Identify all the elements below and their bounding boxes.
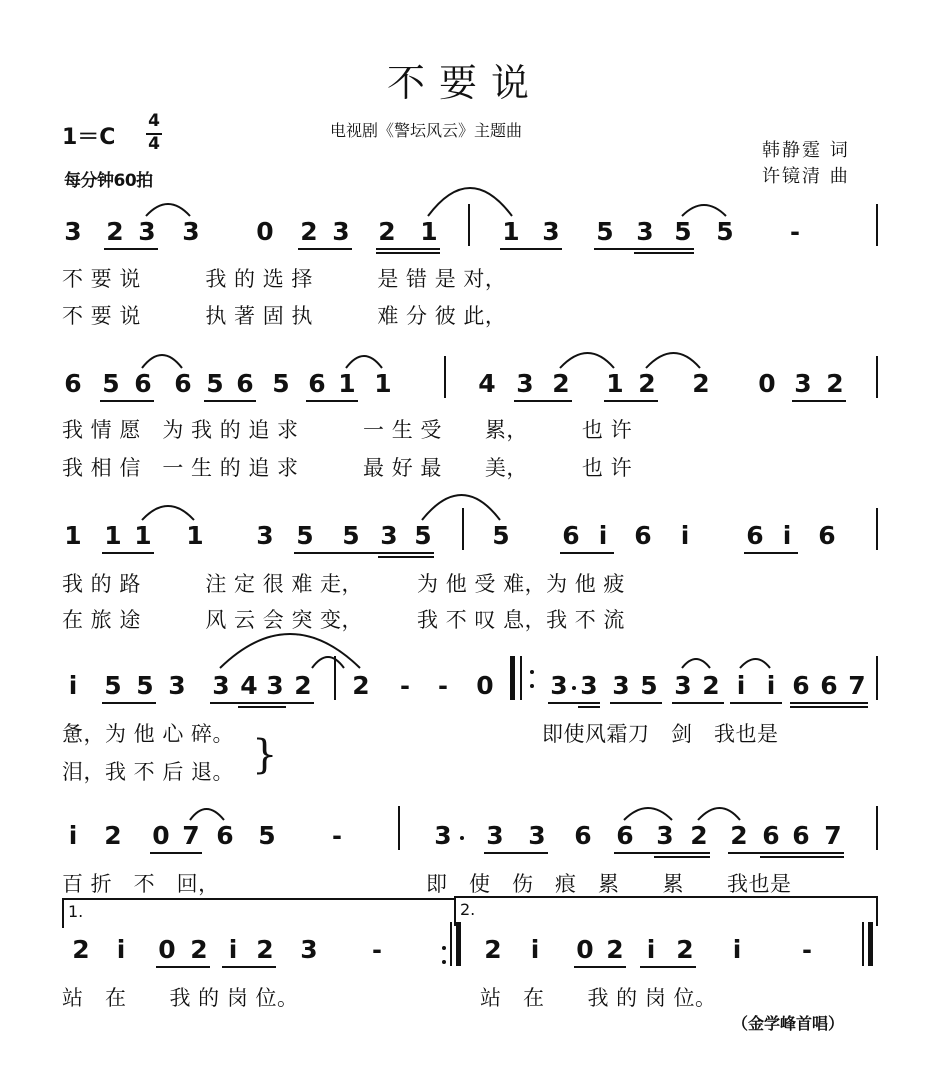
beam-underline (604, 400, 658, 402)
note: i (736, 671, 746, 700)
singer-credit: （金学峰首唱） (732, 1014, 845, 1033)
note: 3 (794, 369, 812, 398)
slur (740, 659, 770, 668)
tempo-marking: 每分钟60拍 (64, 171, 153, 191)
note: 3 (486, 821, 504, 850)
beam-underline (102, 702, 156, 704)
repeat-start-thick (510, 656, 515, 700)
lyrics-row-6-second-ending: 站 在 我 的 岗 位。 (480, 986, 717, 1010)
notation-row-4 (0, 672, 930, 712)
bar-line (334, 656, 336, 700)
note: 6 (562, 521, 580, 550)
bar-line (876, 656, 878, 700)
first-ending-bracket (62, 898, 456, 928)
note: 2 (378, 217, 396, 246)
note: 7 (824, 821, 842, 850)
note: 3 (266, 671, 284, 700)
note: 5 (596, 217, 614, 246)
beam-underline (640, 966, 696, 968)
beam-underline (204, 400, 256, 402)
hold-dash: - (332, 822, 342, 850)
note: 1 (606, 369, 624, 398)
song-title: 不要说 (386, 61, 543, 105)
note: i (732, 935, 742, 964)
repeat-start-thin (520, 656, 522, 700)
beam-underline (376, 252, 440, 254)
note: 5 (296, 521, 314, 550)
note: i (68, 821, 78, 850)
note: 6 (792, 821, 810, 850)
note: 7 (182, 821, 200, 850)
second-ending-label: 2. (460, 900, 476, 919)
note: 1 (420, 217, 438, 246)
note: 4 (478, 369, 496, 398)
note: 3 (138, 217, 156, 246)
repeat-dot (442, 946, 446, 950)
note: 2 (300, 217, 318, 246)
beam-underline (654, 856, 710, 858)
beam-underline (484, 852, 548, 854)
notation-row-5 (0, 822, 930, 862)
note: 2 (484, 935, 502, 964)
lyrics-row-4-verse-2: 泪，我 不 后 退。 (62, 760, 235, 784)
note: 2 (106, 217, 124, 246)
note: i (680, 521, 690, 550)
beam-underline (790, 702, 868, 704)
note: i (782, 521, 792, 550)
beam-underline (574, 966, 626, 968)
beam-underline (548, 702, 600, 704)
beam-underline (578, 706, 600, 708)
verse-brace: } (252, 732, 278, 778)
bar-line (468, 204, 470, 246)
note: 2 (352, 671, 370, 700)
note: 5 (206, 369, 224, 398)
note: i (116, 935, 126, 964)
beam-underline (100, 400, 154, 402)
bar-line (876, 508, 878, 550)
beam-underline (150, 852, 202, 854)
composer-credit: 许镜清 曲 (762, 166, 850, 187)
note: 3 (380, 521, 398, 550)
beam-underline (306, 400, 358, 402)
note: 1 (64, 521, 82, 550)
notation-row-2 (0, 370, 930, 410)
key-signature: 1＝C (62, 125, 116, 150)
beam-underline (730, 702, 782, 704)
note: 1 (374, 369, 392, 398)
note: i (646, 935, 656, 964)
lyrics-row-5: 百 折 不 回， (62, 872, 220, 896)
beam-underline (294, 552, 434, 554)
note: 1 (186, 521, 204, 550)
note: 7 (848, 671, 866, 700)
bar-line (876, 806, 878, 850)
slur (142, 506, 194, 520)
beam-underline (614, 852, 710, 854)
second-ending-bracket (454, 896, 878, 926)
lyrics-row-1-verse-1: 不 要 说 我 的 选 择 是 错 是 对， (62, 267, 507, 291)
bar-line (876, 204, 878, 246)
lyrics-row-1-verse-2: 不 要 说 执 著 固 执 难 分 彼 此， (62, 304, 507, 328)
note: 6 (308, 369, 326, 398)
note: 2 (692, 369, 710, 398)
note: 5 (492, 521, 510, 550)
beam-underline (298, 248, 352, 250)
note: 2 (606, 935, 624, 964)
note: 6 (64, 369, 82, 398)
beam-underline (744, 552, 798, 554)
slur (646, 353, 700, 368)
notation-row-1 (0, 218, 930, 258)
note: 0 (758, 369, 776, 398)
note: 0 (256, 217, 274, 246)
note: 2 (294, 671, 312, 700)
note: 3 (550, 671, 568, 700)
note: 2 (702, 671, 720, 700)
note: 2 (690, 821, 708, 850)
slur (428, 188, 512, 216)
note: 5 (136, 671, 154, 700)
note: 3 (300, 935, 318, 964)
slur (142, 355, 182, 368)
hold-dash: - (400, 672, 410, 700)
bar-line (398, 806, 400, 850)
bar-line (462, 508, 464, 550)
note: 6 (818, 521, 836, 550)
slur (190, 809, 224, 820)
note: 3 (64, 217, 82, 246)
note: 0 (152, 821, 170, 850)
beam-underline (760, 856, 844, 858)
beam-underline (222, 966, 276, 968)
note: 5 (414, 521, 432, 550)
lyrics-row-2-verse-2: 我 相 信 一 生 的 追 求 最 好 最 美， 也 许 (62, 456, 633, 480)
note: 3 (542, 217, 560, 246)
note: 3 (168, 671, 186, 700)
note: 2 (826, 369, 844, 398)
note: 2 (256, 935, 274, 964)
note: 5 (342, 521, 360, 550)
note: i (598, 521, 608, 550)
note: 2 (190, 935, 208, 964)
note: 1 (134, 521, 152, 550)
note: 2 (638, 369, 656, 398)
slur (312, 657, 344, 668)
note: 3 (636, 217, 654, 246)
note: 6 (236, 369, 254, 398)
time-signature-top: 4 (148, 111, 160, 131)
slur (422, 495, 500, 520)
note: 3 (674, 671, 692, 700)
note: 3 (332, 217, 350, 246)
note: i (68, 671, 78, 700)
final-bar-thin (862, 922, 864, 966)
beam-underline (378, 556, 434, 558)
note: 6 (134, 369, 152, 398)
note: 3 (182, 217, 200, 246)
repeat-dot (442, 960, 446, 964)
lyrics-row-5-refrain: 即 使 伤 痕 累 累 我也是 (426, 872, 792, 896)
note: 2 (104, 821, 122, 850)
slur (698, 808, 740, 820)
slur (146, 204, 190, 216)
note: 6 (216, 821, 234, 850)
note: 0 (576, 935, 594, 964)
lyrics-row-6-first-ending: 站 在 我 的 岗 位。 (62, 986, 299, 1010)
hold-dash: - (372, 936, 382, 964)
time-signature-bottom: 4 (148, 134, 160, 154)
lyrics-row-4-verse-1: 惫，为 他 心 碎。 (62, 722, 235, 746)
note: 2 (676, 935, 694, 964)
note: 2 (552, 369, 570, 398)
note: 4 (240, 671, 258, 700)
note: 1 (104, 521, 122, 550)
note: 6 (574, 821, 592, 850)
beam-underline (104, 248, 158, 250)
beam-underline (728, 852, 844, 854)
note: 1 (502, 217, 520, 246)
beam-underline (610, 702, 662, 704)
slur (346, 356, 382, 368)
note: 6 (174, 369, 192, 398)
beam-underline (102, 552, 154, 554)
slur (682, 659, 710, 668)
note: 3 (516, 369, 534, 398)
beam-underline (500, 248, 562, 250)
beam-underline (672, 702, 724, 704)
beam-underline (514, 400, 572, 402)
hold-dash: - (802, 936, 812, 964)
slur (220, 634, 360, 668)
note: 3 (256, 521, 274, 550)
song-subtitle: 电视剧《警坛风云》主题曲 (330, 121, 523, 140)
bar-line (444, 356, 446, 398)
note: i (228, 935, 238, 964)
beam-underline (376, 248, 440, 250)
note: 5 (272, 369, 290, 398)
lyrics-row-3-verse-1: 我 的 路 注 定 很 难 走， 为 他 受 难，为 他 疲 (62, 572, 625, 596)
slur (624, 808, 672, 820)
note: 5 (674, 217, 692, 246)
slur (560, 353, 614, 368)
note: 1 (338, 369, 356, 398)
note: 3 (528, 821, 546, 850)
beam-underline (634, 252, 694, 254)
note: 0 (476, 671, 494, 700)
note: i (766, 671, 776, 700)
repeat-dot (530, 670, 534, 674)
note: 5 (102, 369, 120, 398)
hold-dash: - (790, 218, 800, 246)
beam-underline (792, 400, 846, 402)
lyrics-row-3-verse-2: 在 旅 途 风 云 会 突 变， 我 不 叹 息，我 不 流 (62, 608, 625, 632)
repeat-end-thin (450, 922, 452, 966)
note: i (530, 935, 540, 964)
note: 6 (746, 521, 764, 550)
note: 6 (792, 671, 810, 700)
note: 3 (580, 671, 598, 700)
augmentation-dot (460, 836, 464, 840)
beam-underline (594, 248, 694, 250)
note: 6 (762, 821, 780, 850)
lyricist-credit: 韩静霆 词 (762, 140, 850, 161)
lyrics-row-2-verse-1: 我 情 愿 为 我 的 追 求 一 生 受 累， 也 许 (62, 418, 633, 442)
note: 0 (158, 935, 176, 964)
hold-dash: - (438, 672, 448, 700)
note: 3 (656, 821, 674, 850)
note: 5 (104, 671, 122, 700)
beam-underline (156, 966, 210, 968)
augmentation-dot (572, 686, 576, 690)
note: 3 (434, 821, 452, 850)
repeat-end-thick (456, 922, 461, 966)
beam-underline (210, 702, 314, 704)
note: 5 (716, 217, 734, 246)
note: 6 (616, 821, 634, 850)
note: 6 (820, 671, 838, 700)
beam-underline (790, 706, 868, 708)
first-ending-label: 1. (68, 902, 84, 921)
note: 2 (730, 821, 748, 850)
note: 2 (72, 935, 90, 964)
lyrics-row-4-refrain: 即使风霜刀 剑 我也是 (542, 722, 779, 746)
notation-row-6 (0, 936, 930, 976)
note: 5 (640, 671, 658, 700)
repeat-dot (530, 684, 534, 688)
note: 3 (612, 671, 630, 700)
note: 3 (212, 671, 230, 700)
notation-row-3 (0, 522, 930, 562)
note: 5 (258, 821, 276, 850)
beam-underline (238, 706, 286, 708)
note: 6 (634, 521, 652, 550)
beam-underline (560, 552, 614, 554)
bar-line (876, 356, 878, 398)
slur (682, 205, 726, 216)
final-bar-thick (868, 922, 873, 966)
